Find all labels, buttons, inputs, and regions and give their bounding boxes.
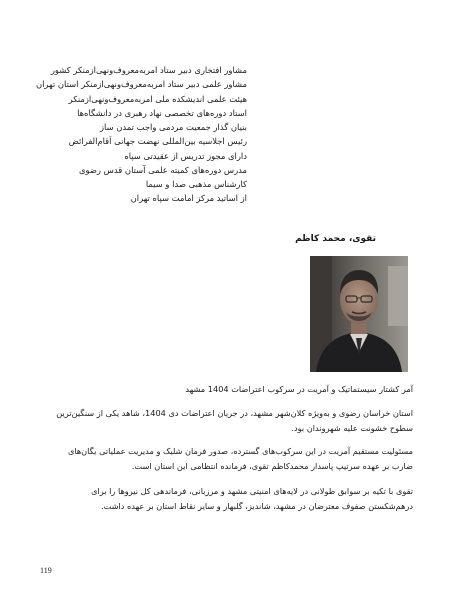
list-item: دارای مجوز تدریس از عقیدتی سپاه	[124, 150, 247, 161]
paragraph: استان خراسان رضوی و به‌ویژه کلان‌شهر مشهد، در جریان اعتراضات دی 1404، شاهد یکی از سنگین‌ترین سطوح خشونت علیه شهروندان بود.	[56, 408, 413, 433]
list-item: از اساتید مرکز امامت سپاه تهران	[130, 193, 247, 204]
list-item: هیئت علمی اندیشکده ملی امربه‌معروف‌ونهی‌ازمنکر	[68, 93, 247, 104]
portrait-photo	[310, 256, 408, 372]
list-item: بنیان گذار جمعیت مردمی واجب تمدن ساز	[99, 122, 247, 132]
paragraph: تقوی با تکیه بر سوابق طولانی در لایه‌های امنیتی مشهد و مرزبانی، فرماندهی کل نیروها را برای درهم‌شکستن صفوف معترضان در مشهد، شاندیز، گلبهار و سایر نقاط استان بر عهده داشت.	[91, 486, 413, 511]
list-item: مدرس دوره‌های کمیته علمی آستان قدس رضوی	[78, 164, 247, 175]
list-item: مشاور افتخاری دبیر ستاد امربه‌معروف‌ونهی‌ازمنکر کشور	[50, 65, 247, 75]
section-heading: تقوی، محمد کاظم	[295, 234, 376, 244]
paragraph: آمر کشتار سیستماتیک و آمریت در سرکوب اعتراضات 1404 مشهد	[185, 384, 413, 394]
list-item: مشاور علمی دبیر ستاد امربه‌معروف‌ونهی‌ازمنکر استان تهران	[35, 79, 247, 90]
list-item: استاد دوره‌های تخصصی نهاد رهبری در دانشگاه‌ها	[77, 107, 247, 118]
titles-list	[35, 63, 247, 206]
list-item: کارشناس مذهبی صدا و سیما	[145, 179, 247, 189]
list-item: رئیس اجلاسیه بین‌المللی نهضت جهانی اَقام‌الفرائض	[68, 136, 247, 147]
page-number: 119	[40, 566, 52, 575]
paragraph: مسئولیت مستقیم آمریت در این سرکوب‌های گسترده، صدور فرمان شلیک و مدیریت عملیاتی یگان‌های ضارب بر عهده سرتیپ پاسدار محمدکاظم تقوی، فرمانده انتظامی این استان است.	[67, 446, 413, 471]
